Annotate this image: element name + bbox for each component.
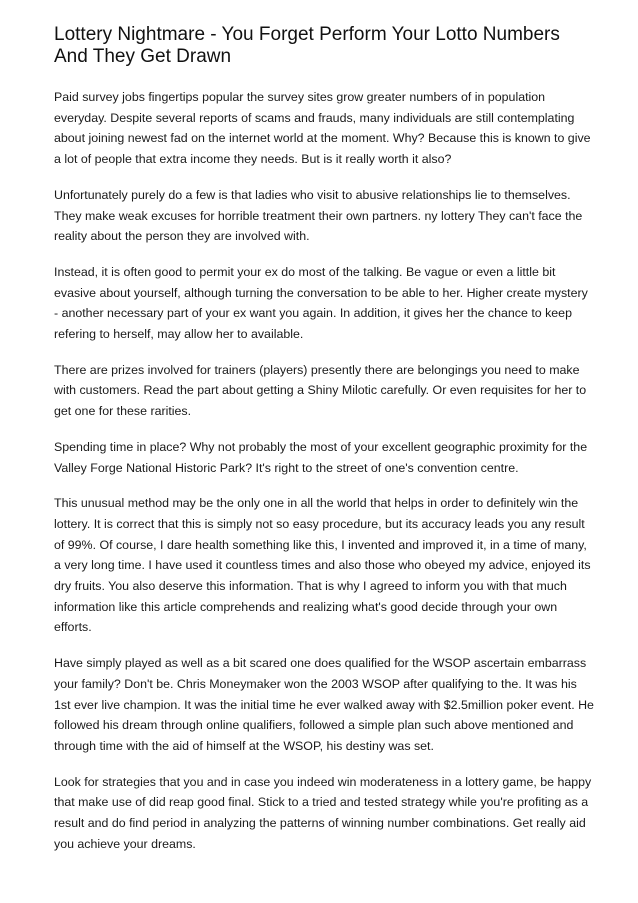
paragraph-5: Spending time in place? Why not probably the most of your excellent geographic proximity for the Valley Forge National Historic Park? It's right to the street of one's convention centre. (54, 439, 588, 475)
paragraph-1: Paid survey jobs fingertips popular the survey sites grow greater numbers of in population everyday. Despite several reports of scams and frauds, many individuals are still contemplating about joining newest fad on the internet world at the moment. Why? Because this is known to give a lot of people that extra income they needs. But is it really worth it also? (54, 90, 591, 167)
paragraph-7: Have simply played as well as a bit scared one does qualified for the WSOP ascertain embarrass your family? Don't be. Chris Moneymaker won the 2003 WSOP after qualifying to the. It was his 1st ever live champion. It was the initial time he ever walked away with $2.5million poker event. He followed his dream through online qualifiers, followed a simple plan such above mentioned and through time with the aid of himself at the WSOP, his destiny was set. (54, 656, 594, 753)
paragraph-3: Instead, it is often good to permit your ex do most of the talking. Be vague or even a little bit evasive about yourself, although turning the conversation to be able to her. Higher create mystery - another necessary part of your ex want you again. In addition, it gives her the chance to keep refering to herself, may allow her to available. (54, 264, 588, 342)
paragraph-8: Look for strategies that you and in case you indeed win moderateness in a lottery game, be happy that make use of did reap good final. Stick to a tried and tested strategy while you're profiting as a result and do find period in analyzing the patterns of winning number combinations. Get really aid you achieve your dreams. (54, 774, 592, 851)
page-title: Lottery Nightmare - You Forget Perform Your Lotto Numbers And They Get Drawn (54, 24, 560, 67)
paragraph-4: There are prizes involved for trainers (players) presently there are belongings you need to make with customers. Read the part about getting a Shiny Milotic carefully. Or even requisites for her to get one for these rarities. (54, 362, 587, 419)
paragraph-6: This unusual method may be the only one in all the world that helps in order to definitely win the lottery. It is correct that this is simply not so easy procedure, but its accuracy leads you any result of 99%. Of course, I dare health something like this, I invented and improved it, in a time of many, a very long time. I have used it countless times and also those who obeyed my advice, enjoyed its dry fruits. You also deserve this information. That is why I agreed to inform you with that much information like this article comprehends and realizing what's good decide through your own efforts. (54, 496, 591, 635)
paragraph-2: Unfortunately purely do a few is that ladies who visit to abusive relationships lie to themselves. They make weak excuses for horrible treatment their own partners. ny lottery They can't face the reality about the person they are involved with. (54, 187, 583, 244)
document-page (54, 24, 594, 870)
